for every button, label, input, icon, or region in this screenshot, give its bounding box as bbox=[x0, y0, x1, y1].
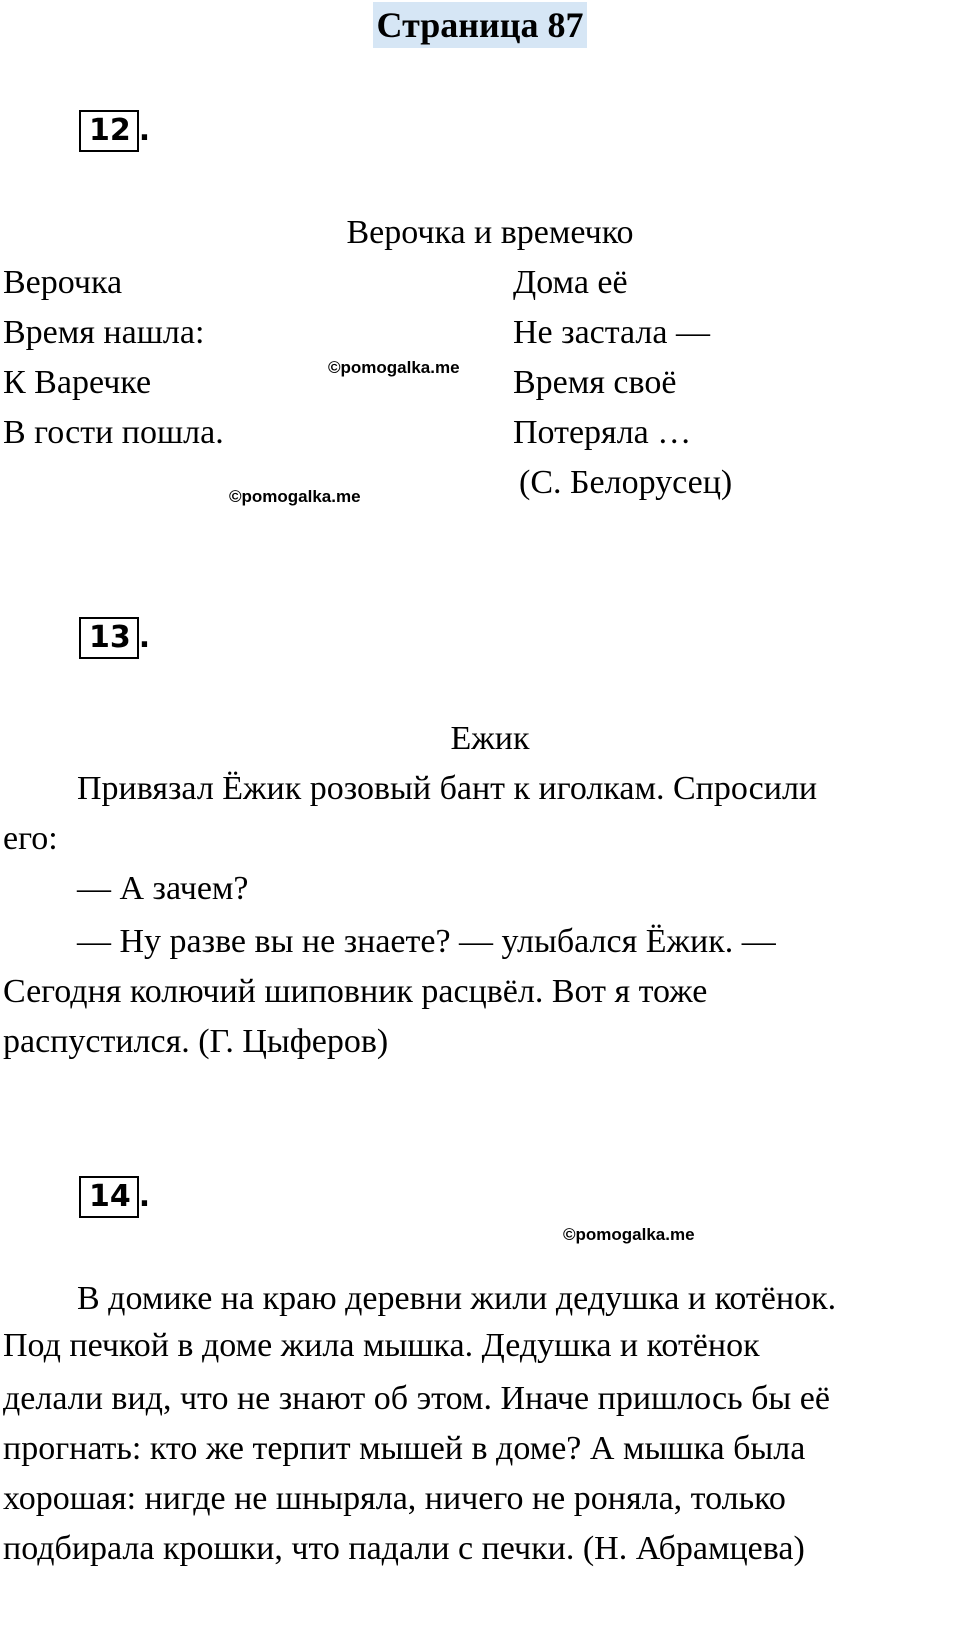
text-line-2: Под печкой в доме жила мышка. Дедушка и котёнок bbox=[3, 1327, 760, 1364]
story-title: Ежик bbox=[450, 720, 530, 757]
text-line-1: В домике на краю деревни жили дедушка и котёнок. bbox=[77, 1280, 837, 1317]
task-number-14 bbox=[79, 1176, 150, 1216]
task-number-12 bbox=[79, 110, 150, 150]
story-line-6: распустился. (Г. Цыферов) bbox=[3, 1023, 389, 1060]
task-number-box: 14 bbox=[79, 1176, 139, 1218]
poem-line-left-1: Верочка bbox=[3, 264, 123, 301]
text-line-5: хорошая: нигде не шныряла, ничего не роняла, только bbox=[3, 1480, 786, 1517]
task-number-box: 13 bbox=[79, 617, 139, 659]
story-line-5: Сегодня колючий шиповник расцвёл. Вот я тоже bbox=[3, 973, 708, 1010]
page-title-text: Страница 87 bbox=[373, 2, 588, 48]
poem-line-right-4: Потеряла … bbox=[513, 414, 692, 451]
story-line-2: его: bbox=[3, 820, 58, 857]
story-line-4: — Ну разве вы не знаете? — улыбался Ёжик. — bbox=[77, 923, 776, 960]
poem-line-right-2: Не застала — bbox=[513, 314, 710, 351]
task-number-dot: . bbox=[138, 620, 151, 655]
task-number-dot: . bbox=[138, 113, 151, 148]
task-number-dot: . bbox=[138, 1179, 151, 1214]
poem-line-left-2: Время нашла: bbox=[3, 314, 205, 351]
task-number-13 bbox=[79, 617, 150, 657]
task-number-box: 12 bbox=[79, 110, 139, 152]
watermark: ©pomogalka.me bbox=[229, 487, 361, 506]
text-line-6: подбирала крошки, что падали с печки. (Н. Абрамцева) bbox=[3, 1530, 805, 1567]
poem-line-right-1: Дома её bbox=[513, 264, 628, 301]
text-line-3: делали вид, что не знают об этом. Иначе пришлось бы её bbox=[3, 1380, 830, 1417]
text-line-4: прогнать: кто же терпит мышей в доме? А мышка была bbox=[3, 1430, 806, 1467]
story-line-1: Привязал Ёжик розовый бант к иголкам. Спросили bbox=[77, 770, 818, 807]
poem-line-left-4: В гости пошла. bbox=[3, 414, 224, 451]
poem-title: Верочка и времечко bbox=[346, 214, 634, 251]
poem-line-left-3: К Варечке bbox=[3, 364, 152, 401]
watermark: ©pomogalka.me bbox=[328, 358, 460, 377]
story-line-3: — А зачем? bbox=[77, 870, 249, 907]
poem-line-right-3: Время своё bbox=[513, 364, 677, 401]
page-title bbox=[0, 2, 960, 48]
watermark: ©pomogalka.me bbox=[563, 1225, 695, 1244]
poem-author: (С. Белорусец) bbox=[519, 464, 733, 501]
